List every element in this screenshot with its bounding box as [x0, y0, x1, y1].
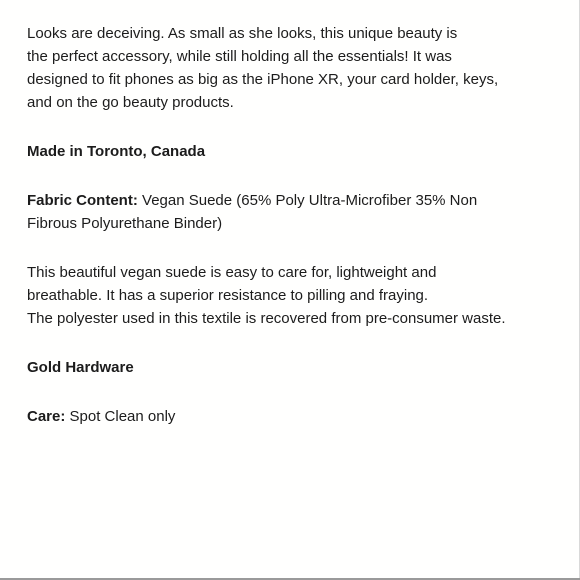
- care-instructions: [27, 405, 567, 428]
- care-text-line: breathable. It has a superior resistance to pilling and fraying.: [27, 287, 429, 304]
- care-label: Care:: [27, 408, 66, 425]
- made-in-text: Made in Toronto, Canada: [27, 143, 206, 160]
- fabric-label: Fabric Content:: [27, 192, 138, 209]
- intro-line: the perfect accessory, while still holding all the essentials! It was: [27, 48, 452, 65]
- intro-line: and on the go beauty products.: [27, 94, 234, 111]
- care-text-line: The polyester used in this textile is recovered from pre-consumer waste.: [27, 310, 506, 327]
- fabric-content-paragraph: [27, 189, 567, 235]
- care-value: Spot Clean only: [65, 408, 176, 425]
- intro-line: Looks are deceiving. As small as she looks, this unique beauty is: [27, 25, 458, 42]
- product-description: [27, 22, 567, 454]
- fabric-value-line: Fibrous Polyurethane Binder): [27, 215, 223, 232]
- fabric-value: Vegan Suede (65% Poly Ultra-Microfiber 35% Non: [137, 192, 478, 209]
- fabric-care-paragraph: [27, 261, 567, 330]
- intro-line: designed to fit phones as big as the iPhone XR, your card holder, keys,: [27, 71, 499, 88]
- hardware-text: Gold Hardware: [27, 359, 134, 376]
- intro-paragraph: [27, 22, 567, 114]
- care-text-line: This beautiful vegan suede is easy to care for, lightweight and: [27, 264, 437, 281]
- fabric-first-line: [27, 189, 567, 212]
